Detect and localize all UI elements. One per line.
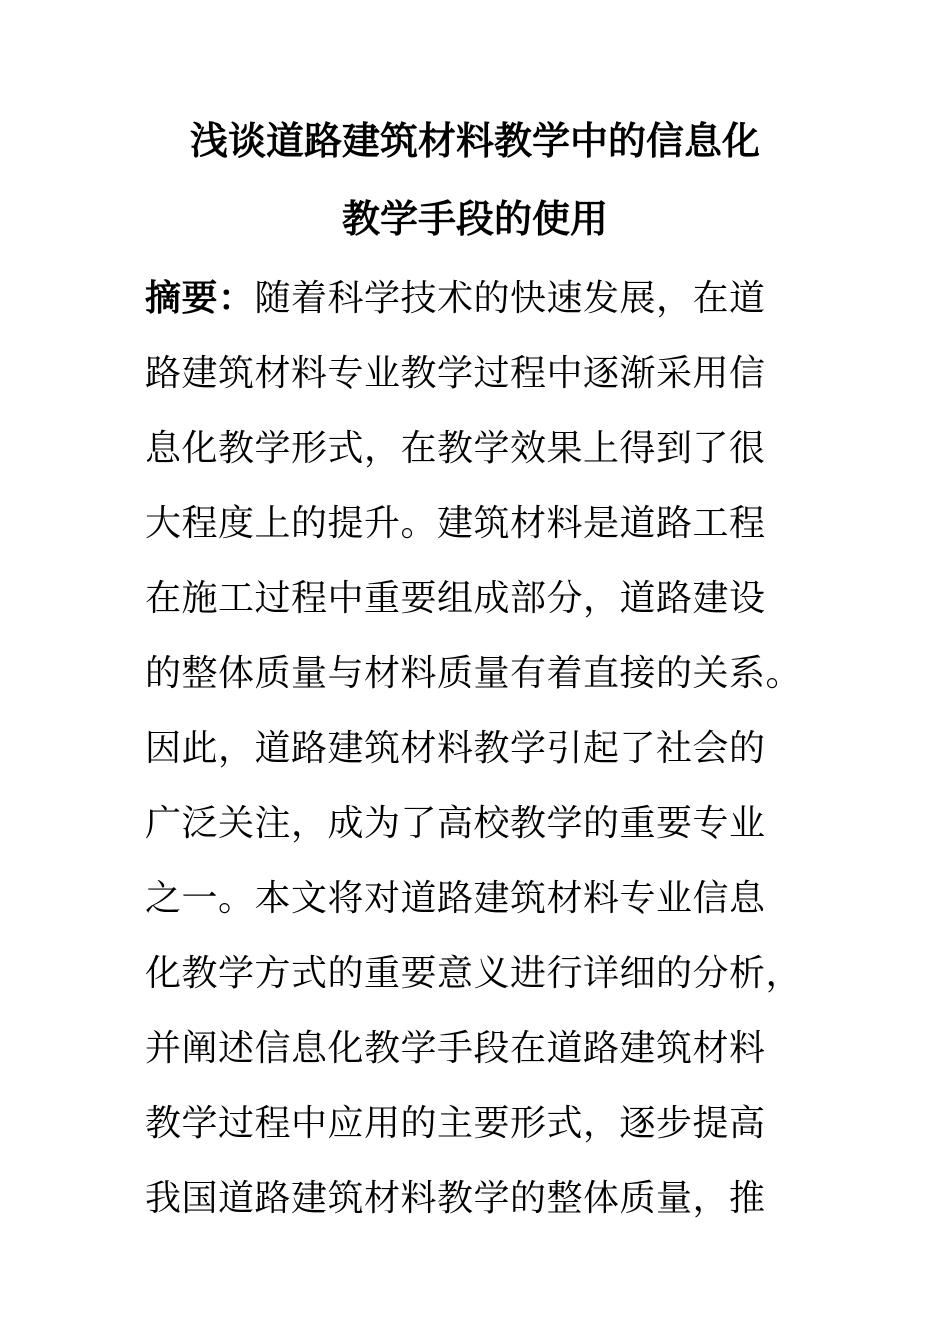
abstract-line-7: 因此，道路建筑材料教学引起了社会的 <box>145 728 766 769</box>
abstract-line-1 <box>145 280 845 318</box>
abstract-line-2: 路建筑材料专业教学过程中逐渐采用信 <box>145 353 766 394</box>
abstract-line-9: 之一。本文将对道路建筑材料专业信息 <box>145 878 766 919</box>
abstract-line-5: 在施工过程中重要组成部分，道路建设 <box>145 578 766 619</box>
abstract-line-11: 并阐述信息化教学手段在道路建筑材料 <box>145 1028 766 1069</box>
document-title <box>0 119 950 241</box>
title-line-1: 浅谈道路建筑材料教学中的信息化 <box>189 119 760 163</box>
abstract-line-12: 教学过程中应用的主要形式，逐步提高 <box>145 1103 766 1144</box>
title-line-2: 教学手段的使用 <box>341 197 608 241</box>
abstract-line-3: 息化教学形式，在教学效果上得到了很 <box>145 428 766 469</box>
abstract-text: 随着科学技术的快速发展，在道 <box>254 278 766 319</box>
abstract-line-13: 我国道路建筑材料教学的整体质量，推 <box>145 1178 766 1219</box>
abstract-line-6: 的整体质量与材料质量有着直接的关系。 <box>145 653 803 694</box>
abstract-section <box>145 280 845 1255</box>
abstract-line-10: 化教学方式的重要意义进行详细的分析， <box>145 953 803 994</box>
abstract-line-4: 大程度上的提升。建筑材料是道路工程 <box>145 503 766 544</box>
abstract-line-8: 广泛关注，成为了高校教学的重要专业 <box>145 803 766 844</box>
abstract-label: 摘要： <box>145 278 255 319</box>
